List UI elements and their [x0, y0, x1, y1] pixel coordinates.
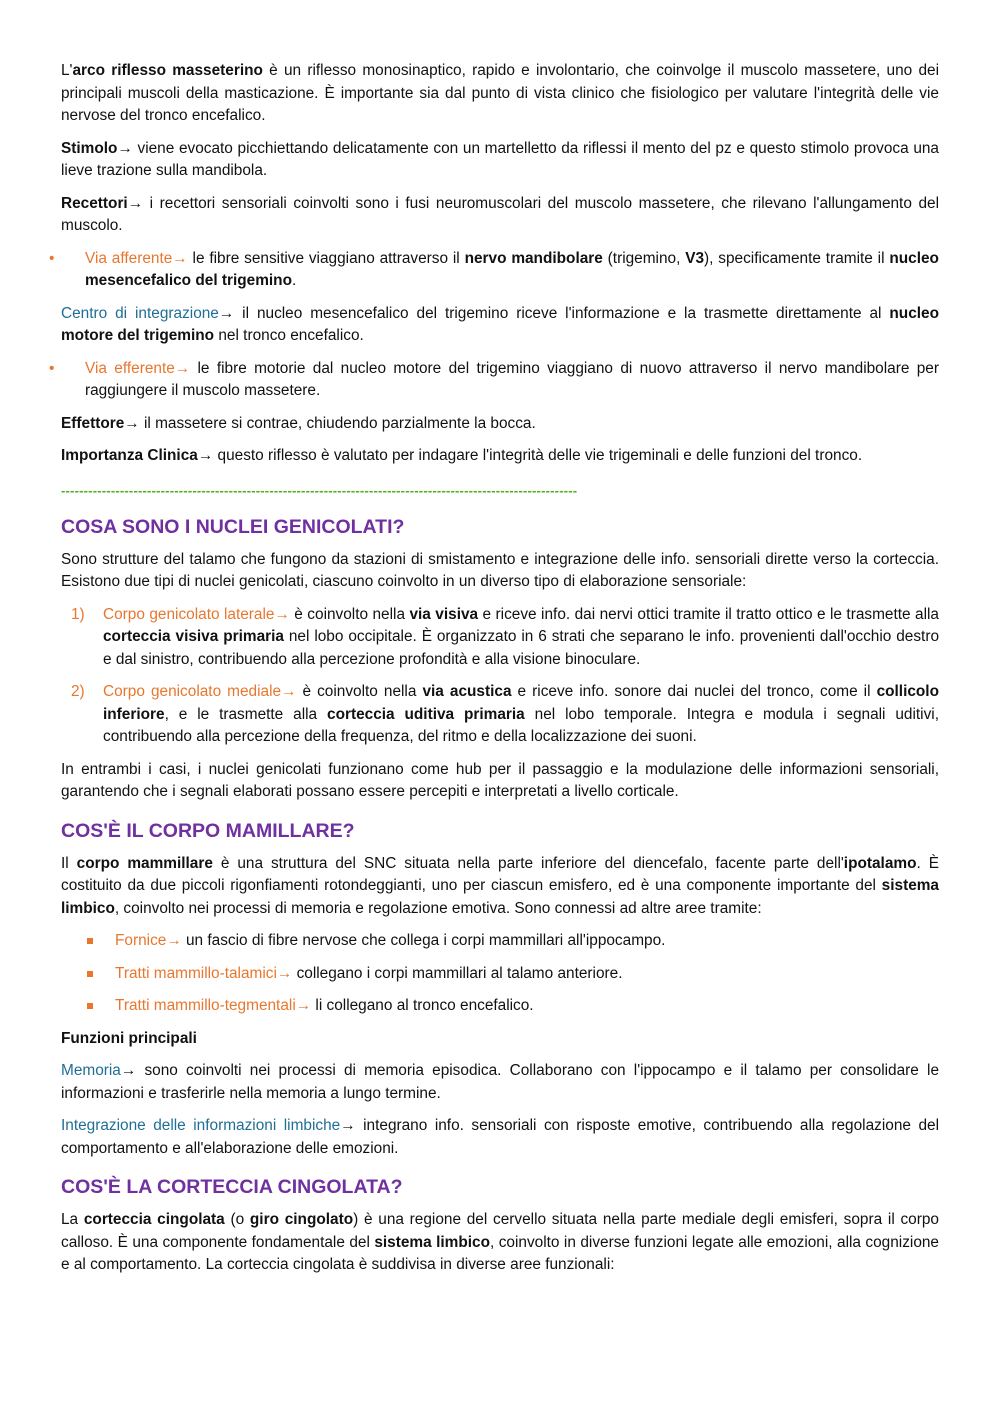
stimolo-paragraph: Stimolo→ viene evocato picchiettando delicatamente con un martelletto da riflessi il mento del pz e questo stimolo provoca una lieve trazione sulla mandibola.	[61, 139, 939, 179]
arrow-icon: →	[281, 683, 297, 700]
bullet-icon: •	[49, 249, 55, 267]
square-bullet-icon	[87, 938, 93, 944]
heading-mamillare: COS'È IL CORPO MAMILLARE?	[61, 819, 355, 842]
arrow-icon: →	[124, 414, 140, 432]
list-item: Fornice→ un fascio di fibre nervose che collega i corpi mammillari all'ippocampo.	[61, 930, 939, 953]
arrow-icon: →	[166, 932, 182, 949]
list-item: 2) Corpo genicolato mediale→ è coinvolto nella via acustica e riceve info. sonore dai nuclei del tronco, come il collicolo inferiore, e le trasmette alla corteccia uditiva primaria nel lobo temporale. Integra e modula i segnali uditivi, contribuendo alla percezione della frequenza, del ritmo e della localizzazione dei suoni.	[71, 683, 939, 745]
mamillare-intro: Il corpo mammillare è una struttura del SNC situata nella parte inferiore del diencefalo, facente parte dell'ipotalamo. È costituito da due piccoli rigonfiamenti rotondeggianti, uno per ciascun emisfero, ed è una componente importante del sistema limbico, coinvolto nei processi di memoria e regolazione emotiva. Sono connessi ad altre aree tramite:	[61, 854, 939, 917]
genicolati-outro: In entrambi i casi, i nuclei genicolati funzionano come hub per il passaggio e la modulazione delle informazioni sensoriali, garantendo che i segnali elaborati possano essere percepiti e interpretati a livello corticale.	[61, 760, 939, 800]
centro-paragraph: Centro di integrazione→ il nucleo mesencefalico del trigemino riceve l'informazione e la trasmette direttamente al nucleo motore del trigemino nel tronco encefalico.	[61, 304, 939, 344]
arrow-icon: →	[117, 139, 133, 157]
list-item: Tratti mammillo-talamici→ collegano i corpi mammillari al talamo anteriore.	[61, 963, 939, 986]
integrazione-paragraph: Integrazione delle informazioni limbiche→ integrano info. sensoriali con risposte emotive, contribuendo alla regolazione del comportamento e all'elaborazione delle emozioni.	[61, 1117, 939, 1157]
bullet-icon: •	[49, 359, 55, 377]
section-separator: ------------------------------------------------------------------------------------------------------------------	[61, 482, 578, 498]
arrow-icon: →	[276, 964, 293, 982]
list-number: 2)	[71, 683, 85, 700]
arrow-icon: →	[172, 249, 188, 267]
heading-cingolata: COS'È LA CORTECCIA CINGOLATA?	[61, 1176, 403, 1198]
arrow-icon: →	[197, 447, 214, 464]
square-bullet-icon	[87, 971, 93, 977]
arrow-icon: →	[127, 194, 144, 212]
list-number: 1)	[71, 605, 85, 623]
effettore-paragraph: Effettore→ il massetere si contrae, chiudendo parzialmente la bocca.	[61, 414, 536, 432]
square-bullet-icon	[87, 1003, 93, 1009]
arrow-icon: →	[218, 304, 235, 322]
arrow-icon: →	[120, 1062, 137, 1079]
importanza-paragraph: Importanza Clinica→ questo riflesso è valutato per indagare l'integrità delle vie trigeminali e delle funzioni del tronco.	[61, 447, 863, 464]
genicolati-intro: Sono strutture del talamo che fungono da stazioni di smistamento e integrazione delle info. sensoriali dirette verso la corteccia. Esistono due tipi di nuclei genicolati, ciascuno coinvolto in un diverso tipo di elaborazione sensoriale:	[61, 550, 939, 590]
subheading-funzioni: Funzioni principali	[61, 1029, 197, 1047]
list-item: Tratti mammillo-tegmentali→ li collegano al tronco encefalico.	[61, 995, 939, 1018]
arrow-icon: →	[340, 1117, 356, 1134]
recettori-paragraph: Recettori→ i recettori sensoriali coinvolti sono i fusi neuromuscolari del muscolo massetere, che rilevano l'allungamento del muscolo.	[61, 194, 939, 234]
arrow-icon: →	[274, 605, 290, 623]
via-efferente-item: • Via efferente→ le fibre motorie dal nucleo motore del trigemino viaggiano di nuovo attraverso il nervo mandibolare per raggiungere il muscolo massetere.	[49, 359, 939, 399]
cingolata-intro: La corteccia cingolata (o giro cingolato) è una regione del cervello situata nella parte mediale degli emisferi, sopra il corpo calloso. È una componente fondamentale del sistema limbico, coinvolto in diverse funzioni legate alle emozioni, alla cognizione e al comportamento. La corteccia cingolata è suddivisa in diverse aree funzionali:	[61, 1211, 939, 1273]
list-item: 1) Corpo genicolato laterale→ è coinvolto nella via visiva e riceve info. dai nervi ottici tramite il tratto ottico e le trasmette alla corteccia visiva primaria nel lobo occipitale. È organizzato in 6 strati che separano le info. provenienti dall'occhio destro e dal sinistro, contribuendo alla percezione profondità e alla visione binoculare.	[71, 605, 940, 668]
heading-genicolati: COSA SONO I NUCLEI GENICOLATI?	[61, 515, 405, 538]
arrow-icon: →	[295, 997, 312, 1014]
memoria-paragraph: Memoria→ sono coinvolti nei processi di memoria episodica. Collaborano con l'ippocampo e il talamo per consolidare le informazioni e trasferirle nella memoria a lungo termine.	[61, 1062, 939, 1102]
via-afferente-item: • Via afferente→ le fibre sensitive viaggiano attraverso il nervo mandibolare (trigemino, V3), specificamente tramite il nucleo mesencefalico del trigemino.	[49, 249, 939, 289]
arco-intro: L'arco riflesso masseterino è un riflesso monosinaptico, rapido e involontario, che coinvolge il muscolo massetere, uno dei principali muscoli della masticazione. È importante sia dal punto di vista clinico che fisiologico per valutare l'integrità delle vie nervose del tronco encefalico.	[61, 62, 940, 124]
arrow-icon: →	[174, 359, 191, 377]
